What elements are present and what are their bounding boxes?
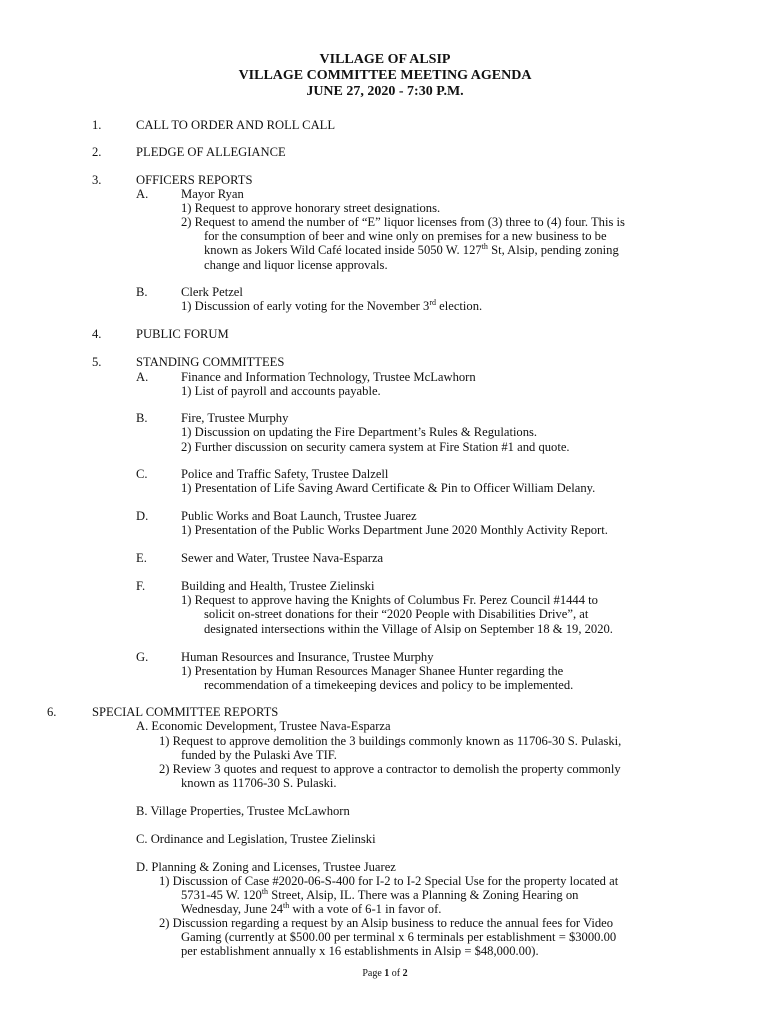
subitem-letter: F.	[136, 579, 146, 593]
agenda-line: 1) Request to approve honorary street designations.	[181, 201, 441, 215]
item-number: 5.	[92, 355, 102, 369]
agenda-line: 1) List of payroll and accounts payable.	[181, 384, 381, 398]
subitem-letter: A.	[136, 370, 149, 384]
agenda-line: 1) Presentation of Life Saving Award Certificate & Pin to Officer William Delany.	[181, 481, 596, 495]
subitem-letter: B.	[136, 411, 148, 425]
item-number: 3.	[92, 173, 102, 187]
agenda-line: designated intersections within the Village of Alsip on September 18 & 19, 2020.	[204, 622, 613, 636]
subitem-title: Sewer and Water, Trustee Nava-Esparza	[181, 551, 384, 565]
item-number: 6.	[47, 705, 57, 719]
item-number: 1.	[92, 118, 102, 132]
text-span: St, Alsip, pending zoning	[487, 243, 619, 257]
title-date: JUNE 27, 2020 - 7:30 P.M.	[306, 84, 464, 99]
text-span: Street, Alsip, IL. There was a Planning & Zoning Hearing on	[268, 888, 579, 902]
page-number: 1	[384, 968, 390, 979]
item-title: PUBLIC FORUM	[136, 327, 229, 341]
subitem-title: Fire, Trustee Murphy	[181, 411, 289, 425]
item-title: CALL TO ORDER AND ROLL CALL	[136, 118, 336, 132]
superscript: th	[261, 886, 269, 896]
text-span: 5731-45 W. 120	[181, 888, 262, 902]
agenda-line	[181, 888, 578, 903]
subitem-title: Public Works and Boat Launch, Trustee Juarez	[181, 509, 417, 523]
subitem-letter: C.	[136, 467, 148, 481]
agenda-line	[181, 902, 441, 917]
agenda-line: 1) Request to approve demolition the 3 buildings commonly known as 11706-30 S. Pulaski,	[159, 734, 622, 748]
page-footer	[0, 968, 770, 980]
superscript: th	[481, 241, 488, 251]
agenda-line: known as 11706-30 S. Pulaski.	[181, 776, 337, 790]
item-number: 2.	[92, 145, 102, 159]
subitem-letter: E.	[136, 551, 147, 565]
page-total: 2	[402, 968, 408, 979]
agenda-line: recommendation of a timekeeping devices and policy to be implemented.	[204, 678, 574, 692]
agenda-line: 1) Discussion on updating the Fire Department’s Rules & Regulations.	[181, 425, 538, 439]
subitem-letter: A.	[136, 187, 149, 201]
superscript: th	[283, 900, 290, 910]
subitem-title: Finance and Information Technology, Trustee McLawhorn	[181, 370, 476, 384]
subitem-letter: G.	[136, 650, 149, 664]
text-span: 1) Discussion of early voting for the November 3	[181, 299, 430, 313]
agenda-line: Gaming (currently at $500.00 per terminal x 6 terminals per establishment = $3000.00	[181, 930, 617, 944]
agenda-line: per establishment annually x 16 establishments in Alsip = $48,000.00).	[181, 944, 539, 958]
subitem-title: D. Planning & Zoning and Licenses, Trustee Juarez	[136, 860, 396, 874]
title-village: VILLAGE OF ALSIP	[319, 52, 451, 67]
text-span: known as Jokers Wild Café located inside 5050 W. 127	[204, 243, 482, 257]
subitem-title: Clerk Petzel	[181, 285, 243, 299]
title-agenda: VILLAGE COMMITTEE MEETING AGENDA	[238, 68, 532, 83]
agenda-line: change and liquor license approvals.	[204, 258, 388, 272]
agenda-line: 1) Request to approve having the Knights of Columbus Fr. Perez Council #1444 to	[181, 593, 598, 607]
agenda-line: 1) Presentation by Human Resources Manager Shanee Hunter regarding the	[181, 664, 564, 678]
agenda-line: funded by the Pulaski Ave TIF.	[181, 748, 337, 762]
agenda-line	[181, 299, 482, 314]
item-number: 4.	[92, 327, 102, 341]
subitem-title: Building and Health, Trustee Zielinski	[181, 579, 375, 593]
subitem-title: Human Resources and Insurance, Trustee Murphy	[181, 650, 434, 664]
subitem-title: C. Ordinance and Legislation, Trustee Zielinski	[136, 832, 376, 846]
item-title: OFFICERS REPORTS	[136, 173, 253, 187]
subitem-title: Police and Traffic Safety, Trustee Dalzell	[181, 467, 389, 481]
text-span: with a vote of 6-1 in favor of.	[289, 902, 442, 916]
subitem-letter: D.	[136, 509, 149, 523]
agenda-line: 2) Further discussion on security camera system at Fire Station #1 and quote.	[181, 440, 570, 454]
of-word: of	[389, 968, 403, 979]
agenda-line: 2) Review 3 quotes and request to approve a contractor to demolish the property commonly	[159, 762, 621, 776]
item-title: SPECIAL COMMITTEE REPORTS	[92, 705, 279, 719]
subitem-title: A. Economic Development, Trustee Nava-Esparza	[136, 719, 391, 733]
subitem-title: B. Village Properties, Trustee McLawhorn	[136, 804, 350, 818]
agenda-line: 1) Presentation of the Public Works Department June 2020 Monthly Activity Report.	[181, 523, 608, 537]
superscript: rd	[429, 297, 436, 307]
text-span: Wednesday, June 24	[181, 902, 284, 916]
agenda-line: for the consumption of beer and wine only on premises for a new business to be	[204, 229, 607, 243]
agenda-line: 2) Discussion regarding a request by an Alsip business to reduce the annual fees for Video	[159, 916, 614, 930]
agenda-line: solicit on-street donations for their “2020 People with Disabilities Drive”, at	[204, 607, 589, 621]
agenda-line	[204, 243, 619, 258]
item-title: STANDING COMMITTEES	[136, 355, 285, 369]
subitem-title: Mayor Ryan	[181, 187, 244, 201]
agenda-line: 1) Discussion of Case #2020-06-S-400 for I-2 to I-2 Special Use for the property located at	[159, 874, 619, 888]
agenda-line: 2) Request to amend the number of “E” liquor licenses from (3) three to (4) four. This is	[181, 215, 625, 229]
text-span: election.	[436, 299, 483, 313]
item-title: PLEDGE OF ALLEGIANCE	[136, 145, 286, 159]
page-word: Page	[362, 968, 385, 979]
subitem-letter: B.	[136, 285, 148, 299]
